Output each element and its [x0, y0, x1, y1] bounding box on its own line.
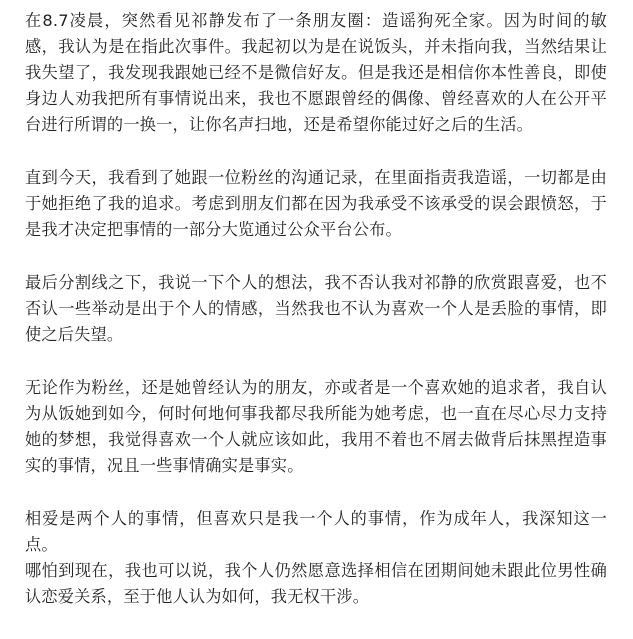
article-body [25, 8, 607, 610]
paragraph-gap [25, 479, 607, 506]
paragraph-gap [25, 243, 607, 270]
paragraph-3: 最后分割线之下，我说一下个人的想法，我不否认我对祁静的欣赏跟喜爱，也不否认一些举动是出于个人的情感，当然我也不认为喜欢一个人是丢脸的事情，即使之后失望。 [25, 273, 607, 344]
paragraph-4: 无论作为粉丝，还是她曾经认为的朋友，亦或者是一个喜欢她的追求者，我自认为从饭她到如今，何时何地何事我都尽我所能为她考虑，也一直在尽心尽力支持她的梦想，我觉得喜欢一个人就应该如此，我用不着也不屑去做背后抹黑捏造事实的事情，况且一些事情确实是事实。 [25, 378, 607, 475]
paragraph-2: 直到今天，我看到了她跟一位粉丝的沟通记录，在里面指责我造谣，一切都是由于她拒绝了我的追求。考虑到朋友们都在因为我承受不该承受的误会跟愤怒，于是我才决定把事情的一部分大览通过公众平台公布。 [25, 168, 607, 239]
paragraph-gap [25, 348, 607, 375]
paragraph-1: 在8.7凌晨，突然看见祁静发布了一条朋友圈：造谣狗死全家。因为时间的敏感，我认为是在指此次事件。我起初以为是在说饭头，并未指向我，当然结果让我失望了，我发现我跟她已经不是微信好友。但是我还是相信你本性善良，即使身边人劝我把所有事情说出来，我也不愿跟曾经的偶像、曾经喜欢的人在公开平台进行所谓的一换一，让你名声扫地，还是希望你能过好之后的生活。 [25, 11, 607, 134]
paragraph-6: 哪怕到现在，我也可以说，我个人仍然愿意选择相信在团期间她未跟此位男性确认恋爱关系，至于他人认为如何，我无权干涉。 [25, 561, 607, 606]
paragraph-gap [25, 138, 607, 165]
paragraph-5: 相爱是两个人的事情，但喜欢只是我一个人的事情，作为成年人，我深知这一点。 [25, 509, 607, 554]
